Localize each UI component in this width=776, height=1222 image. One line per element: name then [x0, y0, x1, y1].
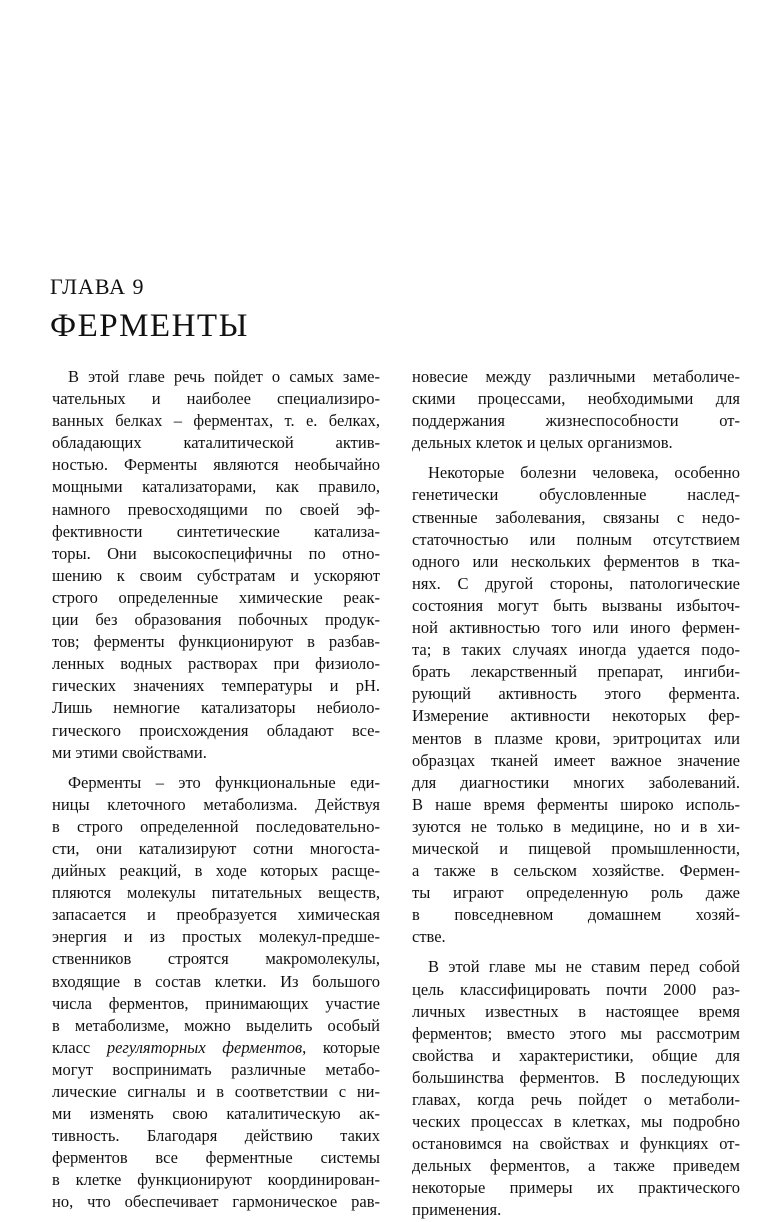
paragraph-line: состояния могут быть вызваны избыточ-	[412, 595, 740, 615]
right-column	[412, 366, 740, 1222]
paragraph-line-italic: класс регуляторных ферментов, которые	[52, 1037, 380, 1057]
paragraph-line: нях. С другой стороны, патологические	[412, 573, 740, 593]
paragraph-line: новесие между различными метаболиче-	[412, 367, 740, 386]
paragraph-line: в повседневном домашнем хозяй-	[412, 905, 740, 925]
paragraph-intro	[52, 366, 380, 764]
left-column	[52, 366, 380, 1214]
paragraph-line: свойства и характеристики, общие для	[412, 1045, 740, 1065]
paragraph-line: главах, когда речь пойдет о метаболи-	[412, 1090, 740, 1109]
paragraph-line: ственников строятся макромолекулы,	[52, 949, 380, 969]
paragraph-line: шению к своим субстратам и ускоряют	[52, 565, 380, 585]
paragraph-line: статочностью или полным отсутствием	[412, 529, 740, 549]
paragraph-line: Измерение активности некоторых фер-	[412, 706, 740, 726]
paragraph-line: стве.	[412, 927, 446, 947]
paragraph-line: ми изменять свою каталитическую ак-	[52, 1104, 380, 1124]
paragraph-line: ферментов все ферментные системы	[52, 1148, 380, 1168]
paragraph-line: большинства ферментов. В последующих	[412, 1067, 740, 1087]
chapter-title: ФЕРМЕНТЫ	[50, 308, 249, 344]
paragraph-line: ленных водных растворах при физиоло-	[52, 654, 380, 674]
paragraph-line: пляются молекулы питательных веществ,	[52, 883, 380, 903]
paragraph-line: в строго определенной последовательно-	[52, 816, 380, 836]
paragraph-line: ческих процессах в клетках, мы подробно	[412, 1112, 740, 1132]
paragraph-line: строго определенные химические реак-	[52, 587, 380, 607]
paragraph-line: В этой главе речь пойдет о самых заме-	[68, 367, 380, 386]
paragraph-line: дельных клеток и целых организмов.	[412, 433, 673, 453]
paragraph-line: обладающих каталитической актив-	[52, 433, 380, 453]
paragraph-line: ственные заболевания, связаны с недо-	[412, 507, 740, 527]
paragraph-line: ты играют определенную роль даже	[412, 883, 740, 903]
paragraph-line: в метаболизме, можно выделить особый	[52, 1015, 380, 1035]
paragraph-line: цель классифицировать почти 2000 раз-	[412, 979, 740, 999]
paragraph-line: Некоторые болезни человека, особенно	[428, 463, 740, 483]
paragraph-line: ферментов; вместо этого мы рассмотрим	[412, 1023, 740, 1043]
italic-term: регуляторных ферментов	[106, 1037, 303, 1057]
paragraph-line: гического происхождения обладают все-	[52, 720, 380, 740]
paragraph-line: тов; ферменты функционируют в разбав-	[52, 632, 380, 652]
paragraph-line: чательных и наиболее специализиро-	[52, 389, 380, 409]
paragraph-line: запасается и преобразуется химическая	[52, 905, 380, 925]
paragraph-line: ми этими свойствами.	[52, 742, 207, 762]
paragraph-line: зуются не только в медицине, но и в хи-	[412, 816, 740, 836]
paragraph-line: некоторые примеры их практического	[412, 1178, 740, 1198]
paragraph-line: но, что обеспечивает гармоническое рав-	[52, 1192, 380, 1212]
paragraph-line: дийных реакций, в ходе которых расще-	[52, 861, 380, 881]
paragraph-line: лические сигналы и в соответствии с ни-	[52, 1082, 380, 1101]
paragraph-line: дельных ферментов, а также приведем	[412, 1156, 740, 1176]
paragraph-line: ции без образования побочных продук-	[52, 610, 380, 630]
paragraph-line: фективности синтетические катализа-	[52, 521, 380, 541]
paragraph-line: сти, они катализируют сотни многоста-	[52, 838, 380, 858]
paragraph-line: генетически обусловленные наслед-	[412, 485, 740, 505]
paragraph-line: могут воспринимать различные метабо-	[52, 1059, 380, 1079]
paragraph-line: ностью. Ферменты являются необычайно	[52, 455, 380, 475]
paragraph-diseases	[412, 462, 740, 948]
paragraph-line: одного или нескольких ферментов в тка-	[412, 551, 740, 571]
paragraph-line: мической и пищевой промышленности,	[412, 838, 740, 858]
paragraph-line: тивность. Благодаря действию таких	[52, 1126, 380, 1146]
paragraph-line: гических значениях температуры и pH.	[52, 676, 380, 696]
paragraph-line: в клетке функционируют координирован-	[52, 1170, 380, 1190]
paragraph-chapter-scope	[412, 956, 740, 1221]
paragraph-line: торы. Они высокоспецифичны по отно-	[52, 543, 380, 563]
paragraph-line: остановимся на свойствах и функциях от-	[412, 1134, 740, 1154]
paragraph-line: образцах тканей имеет важное значение	[412, 750, 740, 770]
paragraph-line: личных известных в настоящее время	[412, 1001, 740, 1021]
paragraph-metabolism	[52, 772, 380, 1214]
paragraph-line: энергия и из простых молекул-предше-	[52, 927, 380, 947]
paragraph-line: Ферменты – это функциональные еди-	[68, 772, 380, 792]
paragraph-line: ментов в плазме крови, эритроцитах или	[412, 728, 740, 748]
paragraph-line: рующий активность этого фермента.	[412, 684, 740, 704]
paragraph-line: применения.	[412, 1200, 502, 1220]
paragraph-line: числа ферментов, принимающих участие	[52, 993, 380, 1013]
paragraph-line: брать лекарственный препарат, ингиби-	[412, 662, 740, 682]
paragraph-line: В этой главе мы не ставим перед собой	[428, 957, 740, 977]
paragraph-continuation	[412, 366, 740, 454]
paragraph-line: входящие в состав клетки. Из большого	[52, 971, 380, 991]
paragraph-line: Лишь немногие катализаторы небиоло-	[52, 698, 380, 718]
paragraph-line: ной активностью того или иного фермен-	[412, 618, 740, 638]
paragraph-line: В наше время ферменты широко исполь-	[412, 794, 740, 814]
paragraph-line: та; в таких случаях иногда удается подо-	[412, 640, 740, 660]
paragraph-line: ванных белках – ферментах, т. е. белках,	[52, 411, 380, 431]
chapter-number: ГЛАВА 9	[50, 274, 145, 299]
paragraph-line: а также в сельском хозяйстве. Фермен-	[412, 861, 740, 881]
paragraph-line: мощными катализаторами, как правило,	[52, 477, 380, 497]
paragraph-line: ницы клеточного метаболизма. Действуя	[52, 794, 380, 814]
paragraph-line: поддержания жизнеспособности от-	[412, 411, 740, 431]
paragraph-line: намного превосходящими по своей эф-	[52, 499, 380, 519]
paragraph-line: для диагностики многих заболеваний.	[412, 772, 740, 792]
paragraph-line: скими процессами, необходимыми для	[412, 389, 740, 409]
